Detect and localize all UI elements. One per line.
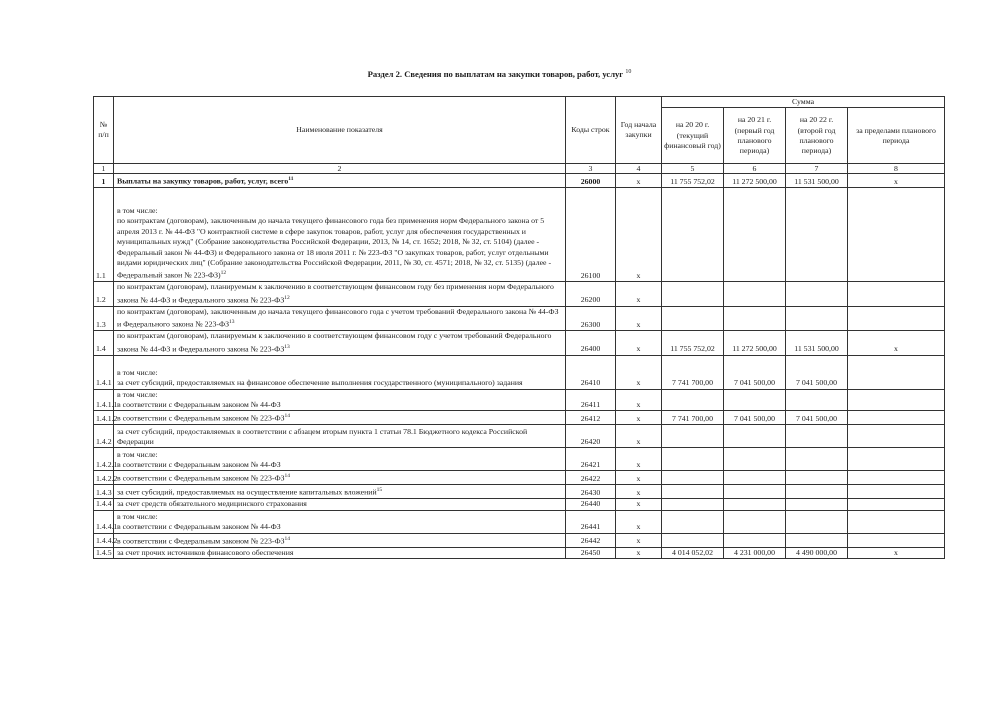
row-sum-beyond xyxy=(848,355,945,389)
row-sum-beyond xyxy=(848,425,945,448)
row-name-text: по контрактам (договорам), планируемым к заключению в соответствующем финансовом году с учетом требований Федерального закона № 44-ФЗ и Федерального закона № 223-ФЗ xyxy=(117,331,552,354)
row-name xyxy=(114,547,566,558)
row-sum-plan2 xyxy=(786,425,848,448)
row-year: x xyxy=(616,485,662,499)
row-sum-plan1 xyxy=(724,306,786,330)
row-name xyxy=(114,355,566,389)
row-footnote: 14 xyxy=(284,413,291,420)
row-name xyxy=(114,331,566,355)
row-name xyxy=(114,448,566,471)
row-name xyxy=(114,510,566,533)
table-row xyxy=(94,485,945,499)
row-footnote: 12 xyxy=(220,270,227,277)
row-sum-plan1 xyxy=(724,485,786,499)
row-sum-plan1: 7 041 500,00 xyxy=(724,411,786,425)
row-sum-plan1: 11 272 500,00 xyxy=(724,331,786,355)
row-footnote: 15 xyxy=(376,487,383,494)
column-number: 3 xyxy=(566,164,616,174)
row-footnote: 14 xyxy=(284,473,291,480)
row-name xyxy=(114,485,566,499)
row-name-text: за счет средств обязательного медицинского страхования xyxy=(117,499,307,509)
row-sum-beyond xyxy=(848,485,945,499)
header-sum-plan1: на 20 21 г. (первый год планового периода) xyxy=(724,108,786,164)
row-number: 1.4.5 xyxy=(94,547,114,558)
row-name-text: по контрактам (договорам), заключенным до начала текущего финансового года с учетом требований Федерального закона № 44-ФЗ и Федерального закона № 223-ФЗ xyxy=(117,306,559,329)
row-year: x xyxy=(616,389,662,411)
row-name-text: за счет субсидий, предоставляемых в соответствии с абзацем вторым пункта 1 статьи 78.1 Бюджетного кодекса Российской Федерации xyxy=(117,426,528,447)
row-name-text: в том числе: в соответствии с Федеральным законом № 44-ФЗ xyxy=(117,512,281,532)
row-sum-plan2 xyxy=(786,448,848,471)
row-number: 1.4.1 xyxy=(94,355,114,389)
row-name xyxy=(114,411,566,425)
row-code: 26450 xyxy=(566,547,616,558)
row-number: 1.2 xyxy=(94,282,114,306)
column-number: 6 xyxy=(724,164,786,174)
row-footnote: 13 xyxy=(284,343,290,350)
row-year: x xyxy=(616,282,662,306)
row-name-text: в том числе: в соответствии с Федеральным законом № 44-ФЗ xyxy=(117,449,281,470)
row-year: x xyxy=(616,355,662,389)
row-number: 1.1 xyxy=(94,188,114,282)
row-sum-current: 4 014 052,02 xyxy=(662,547,724,558)
row-code: 26412 xyxy=(566,411,616,425)
row-number: 1.4.2.2 xyxy=(94,471,114,485)
row-code: 26200 xyxy=(566,282,616,306)
table-row xyxy=(94,533,945,547)
row-sum-current xyxy=(662,282,724,306)
row-sum-plan2: 7 041 500,00 xyxy=(786,411,848,425)
row-footnote: 11 xyxy=(288,176,294,183)
row-name-text: за счет прочих источников финансового обеспечения xyxy=(117,547,294,557)
row-code: 26420 xyxy=(566,425,616,448)
row-sum-plan2 xyxy=(786,499,848,510)
payments-table xyxy=(93,96,945,559)
row-sum-current xyxy=(662,485,724,499)
row-footnote: 14 xyxy=(284,535,291,542)
table-row xyxy=(94,471,945,485)
row-name xyxy=(114,425,566,448)
row-year: x xyxy=(616,174,662,188)
row-year: x xyxy=(616,471,662,485)
row-year: x xyxy=(616,425,662,448)
column-number: 2 xyxy=(114,164,566,174)
row-number: 1.4.1.2 xyxy=(94,411,114,425)
table-row xyxy=(94,499,945,510)
row-name-text: в том числе: в соответствии с Федеральным законом № 44-ФЗ xyxy=(117,389,281,410)
row-sum-beyond: x xyxy=(848,174,945,188)
row-sum-plan1 xyxy=(724,282,786,306)
header-num: № п/п xyxy=(94,97,114,164)
row-year: x xyxy=(616,411,662,425)
row-sum-current xyxy=(662,499,724,510)
row-sum-beyond xyxy=(848,188,945,282)
column-number: 1 xyxy=(94,164,114,174)
row-sum-plan1 xyxy=(724,510,786,533)
row-sum-beyond xyxy=(848,471,945,485)
section-title xyxy=(0,69,999,79)
row-code: 26441 xyxy=(566,510,616,533)
row-sum-plan1: 4 231 000,00 xyxy=(724,547,786,558)
row-year: x xyxy=(616,306,662,330)
row-number: 1.4.4 xyxy=(94,499,114,510)
row-code: 26430 xyxy=(566,485,616,499)
row-name-text: Выплаты на закупку товаров, работ, услуг, всего xyxy=(117,177,289,186)
row-sum-plan2: 7 041 500,00 xyxy=(786,355,848,389)
row-year: x xyxy=(616,547,662,558)
row-name-text: в соответствии с Федеральным законом № 223-ФЗ xyxy=(117,474,285,484)
table-row xyxy=(94,547,945,558)
row-sum-plan1 xyxy=(724,188,786,282)
row-code: 26440 xyxy=(566,499,616,510)
row-sum-plan1 xyxy=(724,425,786,448)
row-sum-current xyxy=(662,471,724,485)
row-sum-plan2 xyxy=(786,389,848,411)
row-number: 1.4 xyxy=(94,331,114,355)
table-row xyxy=(94,188,945,282)
table-row xyxy=(94,331,945,355)
row-sum-current: 7 741 700,00 xyxy=(662,411,724,425)
row-sum-current: 11 755 752,02 xyxy=(662,331,724,355)
row-name-text: в том числе: по контрактам (договорам), заключенным до начала текущего финансового года без применения норм Федерального закона от 5 апреля 2013 г. № 44-ФЗ "О контрактной системе в сфере закупок товаров, работ, услуг для обеспечения государственных и муниципальных нужд" (Собрание законодательства Российской Федерации, 2013, № 14, ст. 1652; 2018, № 32, ст. 5104) (далее - Федеральный закон № 44-ФЗ) и Федерального закона от 18 июля 2011 г. № 223-ФЗ "О закупках товаров, работ, услуг отдельными видами юридических лиц" (Собрание законодательства Российской Федерации, 2011, № 30, ст. 4571; 2018, № 32, ст. 5135) (далее - Федеральный закон № 223-ФЗ) xyxy=(117,205,552,280)
row-sum-current xyxy=(662,389,724,411)
row-year: x xyxy=(616,448,662,471)
row-code: 26400 xyxy=(566,331,616,355)
row-sum-plan2 xyxy=(786,510,848,533)
section-title-text: Раздел 2. Сведения по выплатам на закупки товаров, работ, услуг xyxy=(367,69,624,79)
row-number: 1.3 xyxy=(94,306,114,330)
row-sum-plan2 xyxy=(786,188,848,282)
row-code: 26421 xyxy=(566,448,616,471)
row-code: 26422 xyxy=(566,471,616,485)
row-name xyxy=(114,174,566,188)
row-number: 1 xyxy=(94,174,114,188)
table-row xyxy=(94,389,945,411)
row-name xyxy=(114,471,566,485)
row-sum-plan2 xyxy=(786,306,848,330)
row-sum-beyond xyxy=(848,533,945,547)
row-sum-current xyxy=(662,510,724,533)
row-sum-current xyxy=(662,425,724,448)
row-footnote: 13 xyxy=(229,319,235,326)
row-name xyxy=(114,533,566,547)
row-name xyxy=(114,389,566,411)
row-sum-beyond xyxy=(848,282,945,306)
header-code: Коды строк xyxy=(566,97,616,164)
row-sum-beyond xyxy=(848,306,945,330)
row-sum-plan2 xyxy=(786,471,848,485)
row-number: 1.4.1.1 xyxy=(94,389,114,411)
header-sum: Сумма xyxy=(662,97,945,108)
row-sum-current xyxy=(662,306,724,330)
row-code: 26411 xyxy=(566,389,616,411)
row-sum-current xyxy=(662,188,724,282)
table-row xyxy=(94,425,945,448)
header-sum-current: на 20 20 г. (текущий финансовый год) xyxy=(662,108,724,164)
row-name-text: в соответствии с Федеральным законом № 223-ФЗ xyxy=(117,414,285,424)
table-row xyxy=(94,411,945,425)
header-sum-beyond: за пределами планового периода xyxy=(848,108,945,164)
row-sum-beyond: x xyxy=(848,547,945,558)
row-sum-plan2: 11 531 500,00 xyxy=(786,174,848,188)
row-number: 1.4.3 xyxy=(94,485,114,499)
row-sum-beyond xyxy=(848,499,945,510)
row-year: x xyxy=(616,533,662,547)
row-number: 1.4.2.1 xyxy=(94,448,114,471)
row-sum-beyond xyxy=(848,510,945,533)
table-row xyxy=(94,355,945,389)
table-row xyxy=(94,174,945,188)
row-sum-beyond xyxy=(848,411,945,425)
row-sum-current xyxy=(662,448,724,471)
row-code: 26000 xyxy=(566,174,616,188)
row-sum-plan1 xyxy=(724,448,786,471)
table-row xyxy=(94,306,945,330)
row-name-text: в соответствии с Федеральным законом № 223-ФЗ xyxy=(117,536,285,546)
row-sum-plan2 xyxy=(786,533,848,547)
row-sum-plan1 xyxy=(724,471,786,485)
row-sum-current: 7 741 700,00 xyxy=(662,355,724,389)
row-year: x xyxy=(616,331,662,355)
row-number: 1.4.2 xyxy=(94,425,114,448)
row-sum-beyond: x xyxy=(848,331,945,355)
row-sum-current xyxy=(662,533,724,547)
table-row xyxy=(94,448,945,471)
table-row xyxy=(94,282,945,306)
row-sum-plan1: 7 041 500,00 xyxy=(724,355,786,389)
column-number: 4 xyxy=(616,164,662,174)
row-code: 26300 xyxy=(566,306,616,330)
row-name-text: за счет субсидий, предоставляемых на осуществление капитальных вложений xyxy=(117,488,377,498)
row-footnote: 12 xyxy=(284,294,290,301)
row-code: 26100 xyxy=(566,188,616,282)
header-sum-plan2: на 20 22 г. (второй год планового периода) xyxy=(786,108,848,164)
header-name: Наименование показателя xyxy=(114,97,566,164)
row-name-text: в том числе: за счет субсидий, предоставляемых на финансовое обеспечение выполнения государственного (муниципального) задания xyxy=(117,367,523,388)
row-sum-plan1 xyxy=(724,389,786,411)
row-sum-plan1: 11 272 500,00 xyxy=(724,174,786,188)
column-number: 8 xyxy=(848,164,945,174)
row-number: 1.4.4.2 xyxy=(94,533,114,547)
row-sum-plan2: 4 490 000,00 xyxy=(786,547,848,558)
column-number: 7 xyxy=(786,164,848,174)
row-name xyxy=(114,282,566,306)
row-year: x xyxy=(616,510,662,533)
column-numbers-row xyxy=(94,164,945,174)
row-code: 26442 xyxy=(566,533,616,547)
row-year: x xyxy=(616,188,662,282)
row-sum-plan1 xyxy=(724,533,786,547)
column-number: 5 xyxy=(662,164,724,174)
row-name xyxy=(114,306,566,330)
row-sum-beyond xyxy=(848,448,945,471)
section-title-footnote: 10 xyxy=(625,69,632,76)
row-code: 26410 xyxy=(566,355,616,389)
row-sum-current: 11 755 752,02 xyxy=(662,174,724,188)
row-year: x xyxy=(616,499,662,510)
row-name xyxy=(114,499,566,510)
row-name xyxy=(114,188,566,282)
row-sum-beyond xyxy=(848,389,945,411)
row-sum-plan1 xyxy=(724,499,786,510)
table-row xyxy=(94,510,945,533)
row-name-text: по контрактам (договорам), планируемым к заключению в соответствующем финансовом году без применения норм Федерального закона № 44-ФЗ и Федерального закона № 223-ФЗ xyxy=(117,282,554,305)
row-number: 1.4.4.1 xyxy=(94,510,114,533)
header-year: Год начала закупки xyxy=(616,97,662,164)
row-sum-plan2 xyxy=(786,485,848,499)
row-sum-plan2: 11 531 500,00 xyxy=(786,331,848,355)
row-sum-plan2 xyxy=(786,282,848,306)
